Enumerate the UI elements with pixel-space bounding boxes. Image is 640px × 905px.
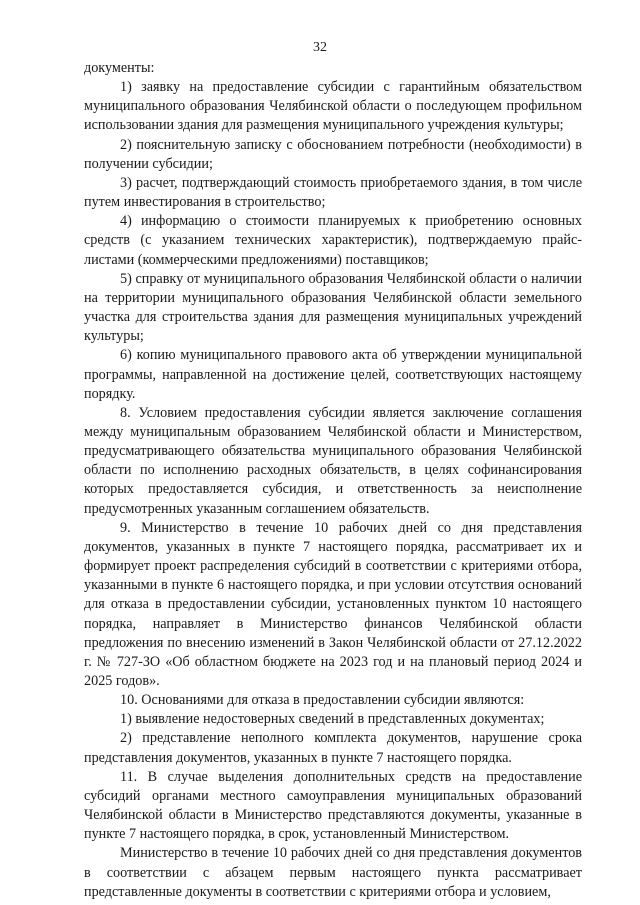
paragraph: 2) пояснительную записку с обоснованием потребности (необходимости) в получении субсидии;: [84, 136, 582, 172]
paragraph: 9. Министерство в течение 10 рабочих дней со дня представления документов, указанных в пункте 7 настоящего порядка, рассматривает их и формирует проект распределения субсидий в соответствии с критериями отбора, указанными в пункте 6 настоящего порядка, и при условии отсутствия оснований для отказа в предоставлении субсидии, установленных пунктом 10 настоящего порядка, направляет в Министерство финансов Челябинской области предложения по внесению изменений в Закон Челябинской области от 27.12.2022 г. № 727-ЗО «Об областном бюджете на 2023 год и на плановый период 2024 и 2025 годов».: [84, 519, 582, 689]
document-body: [84, 59, 582, 902]
paragraph: 2) представление неполного комплекта документов, нарушение срока представления документов, указанных в пункте 7 настоящего порядка.: [84, 730, 582, 766]
paragraph: 1) выявление недостоверных сведений в представленных документах;: [120, 711, 545, 728]
paragraph: 11. В случае выделения дополнительных средств на предоставление субсидий органами местного самоуправления муниципальных образований Челябинской области в Министерство представляются документы, указанные в пункте 7 настоящего порядка, в срок, установленный Министерством.: [84, 768, 582, 843]
paragraph: 10. Основаниями для отказа в предоставлении субсидии являются:: [120, 692, 525, 709]
paragraph: 8. Условием предоставления субсидии является заключение соглашения между муниципальным образованием Челябинской области и Министерством, предусматривающего обязательства муниципального образования Челябинской области по исполнению расходных обязательств, в целях софинансирования которых предоставляется субсидия, и ответственность за неисполнение предусмотренных указанным соглашением обязательств.: [84, 404, 582, 517]
paragraph: 3) расчет, подтверждающий стоимость приобретаемого здания, в том числе путем инвестирования в строительство;: [84, 174, 582, 211]
paragraph: документы:: [84, 60, 155, 76]
paragraph: 6) копию муниципального правового акта об утверждении муниципальной программы, направленной на достижение целей, соответствующих настоящему порядку.: [84, 347, 582, 402]
paragraph: 5) справку от муниципального образования Челябинской области о наличии на территории муниципального образования Челябинской области земельного участка для строительства здания для размещения муниципальных учреждений культуры;: [84, 270, 582, 345]
paragraph: Министерство в течение 10 рабочих дней со дня представления документов в соответствии с абзацем первым настоящего пункта рассматривает представленные документы в соответствии с критериями отбора и условием,: [84, 845, 582, 900]
page-number: 32: [313, 40, 327, 55]
paragraph: 4) информацию о стоимости планируемых к приобретению основных средств (с указанием технических характеристик), подтверждаемую прайс-листами (коммерческими предложениями) поставщиков;: [84, 213, 582, 268]
paragraph: 1) заявку на предоставление субсидии с гарантийным обязательством муниципального образования Челябинской области о последующем профильном использовании здания для размещения муниципального учреждения культуры;: [84, 79, 582, 134]
